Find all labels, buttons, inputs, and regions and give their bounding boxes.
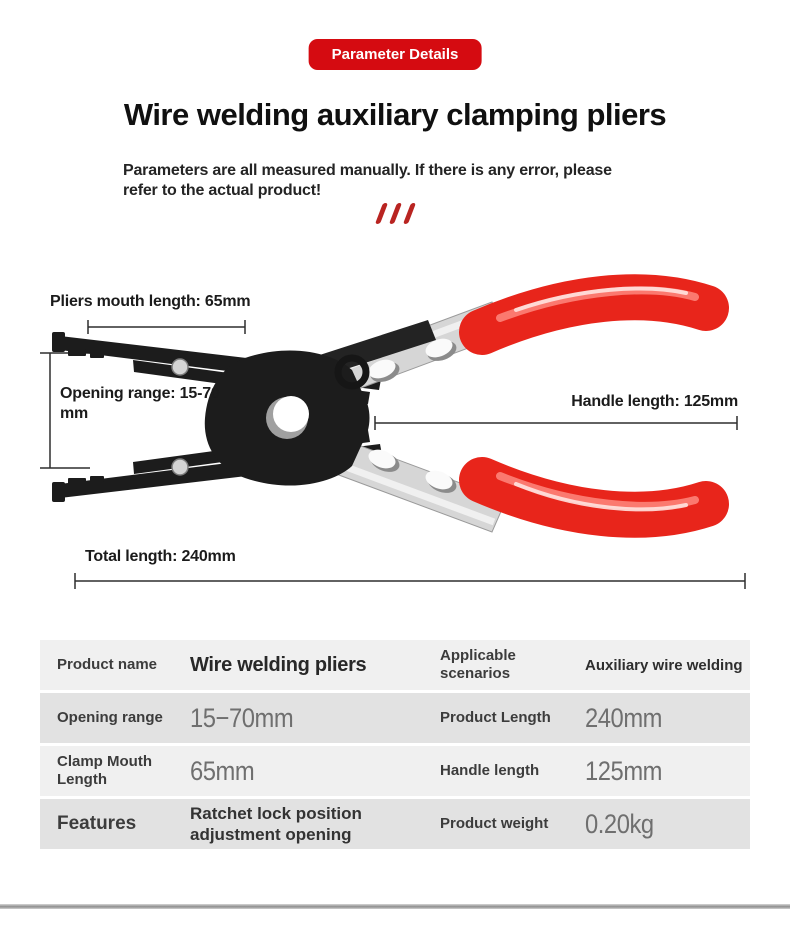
spec-value-product-name: Wire welding pliers xyxy=(190,653,367,676)
annotation-total-length: Total length: 240mm xyxy=(85,548,236,565)
spec-label-clamp-mouth: Clamp Mouth Length xyxy=(57,753,152,788)
handle-lower xyxy=(482,476,706,515)
annotation-handle-length: Handle length: 125mm xyxy=(571,393,738,410)
slash-icon xyxy=(388,203,401,224)
spec-value-product-weight: 0.20kg xyxy=(585,808,654,839)
disclaimer-text xyxy=(123,161,612,201)
table-row xyxy=(40,693,750,743)
spec-label-product-name: Product name xyxy=(57,656,158,673)
bottom-divider xyxy=(0,904,790,909)
table-row xyxy=(40,746,750,796)
spec-value-handle-length: 125mm xyxy=(585,755,663,786)
spec-label-features: Features xyxy=(57,813,137,834)
disclaimer-line-2: refer to the actual product! xyxy=(123,182,321,199)
pliers-illustration xyxy=(0,270,790,590)
spec-label-product-length: Product Length xyxy=(440,709,551,726)
annotation-mouth-length: Pliers mouth length: 65mm xyxy=(50,293,251,310)
slash-icon xyxy=(402,203,415,224)
slash-icon xyxy=(374,203,387,224)
spec-label-handle-length: Handle length xyxy=(440,762,540,779)
pivot-body xyxy=(205,350,370,485)
spec-label-applicable: Applicable scenarios xyxy=(440,647,516,682)
spec-value-product-length: 240mm xyxy=(585,702,663,733)
parameter-details-badge: Parameter Details xyxy=(309,39,482,70)
spec-label-product-weight: Product weight xyxy=(440,815,549,832)
table-row xyxy=(40,799,750,849)
page-title: Wire welding auxiliary clamping pliers xyxy=(123,97,667,132)
annotation-opening-line-1: Opening range: 15-70 xyxy=(60,385,220,402)
spec-value-applicable: Auxiliary wire welding xyxy=(585,656,743,674)
disclaimer-line-1: Parameters are all measured manually. If there is any error, please xyxy=(123,162,612,179)
dimension-line-total xyxy=(75,573,745,589)
handle-upper xyxy=(482,289,706,332)
table-row xyxy=(40,640,750,690)
annotation-opening-line-2: mm xyxy=(60,405,89,422)
annotation-opening-range xyxy=(60,384,220,424)
spec-value-opening-range: 15−70mm xyxy=(190,702,294,733)
spec-value-clamp-mouth: 65mm xyxy=(190,755,255,786)
dimension-line-mouth xyxy=(88,320,245,334)
dimension-line-handle xyxy=(375,416,737,430)
spec-table xyxy=(40,640,750,852)
spec-value-features: Ratchet lock position adjustment opening xyxy=(190,804,362,844)
red-slashes-icon xyxy=(0,203,790,224)
spec-label-opening-range: Opening range xyxy=(57,709,163,726)
